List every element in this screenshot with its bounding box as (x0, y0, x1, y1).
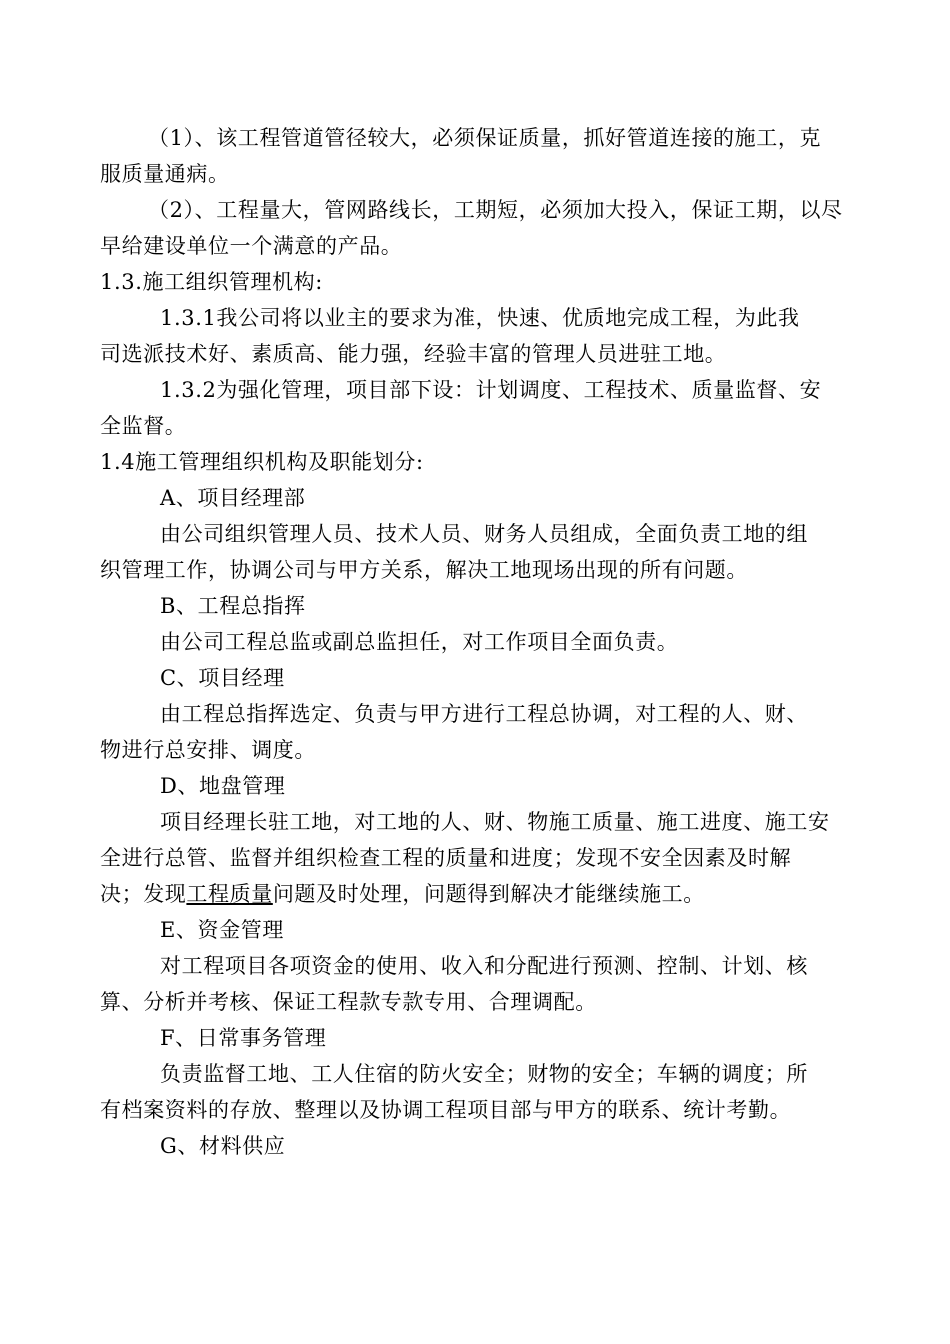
text-line: 有档案资料的存放、整理以及协调工程项目部与甲方的联系、统计考勤。 (100, 1098, 792, 1122)
text-line: 全进行总管、监督并组织检查工程的质量和进度；发现不安全因素及时解 (100, 846, 792, 870)
subsection-heading: G、材料供应 (160, 1134, 286, 1158)
text-line: 1.3.2为强化管理，项目部下设：计划调度、工程技术、质量监督、安 (160, 378, 822, 402)
subsection-heading: A、项目经理部 (160, 486, 306, 510)
subsection-heading: B、工程总指挥 (160, 594, 306, 618)
text-line: 由工程总指挥选定、负责与甲方进行工程总协调，对工程的人、财、 (160, 702, 808, 726)
text-line: 负责监督工地、工人住宿的防火安全；财物的安全；车辆的调度；所 (160, 1062, 808, 1086)
subsection-heading: D、地盘管理 (160, 774, 286, 798)
subsection-heading: C、项目经理 (160, 666, 285, 690)
text-line: 司选派技术好、素质高、能力强，经验丰富的管理人员进驻工地。 (100, 342, 727, 366)
text-line (100, 876, 852, 912)
underlined-text: 工程质量 (186, 882, 273, 906)
text-line: 算、分析并考核、保证工程款专款专用、合理调配。 (100, 990, 597, 1014)
section-heading: 1.3.施工组织管理机构: (100, 270, 323, 294)
text-line: 由公司工程总监或副总监担任，对工作项目全面负责。 (160, 630, 679, 654)
text-line: 1.3.1我公司将以业主的要求为准，快速、优质地完成工程，为此我 (160, 306, 800, 330)
text-segment: 问题及时处理，问题得到解决才能继续施工。 (272, 882, 705, 906)
text-line: （2）、工程量大，管网路线长，工期短，必须加大投入，保证工期，以尽 (148, 198, 843, 222)
text-line: 项目经理长驻工地，对工地的人、财、物施工质量、施工进度、施工安 (160, 810, 830, 834)
text-line: 全监督。 (100, 414, 187, 438)
text-line: 物进行总安排、调度。 (100, 738, 316, 762)
section-heading: 1.4施工管理组织机构及职能划分: (100, 450, 424, 474)
text-segment: 决；发现 (100, 882, 187, 906)
text-line: 由公司组织管理人员、技术人员、财务人员组成，全面负责工地的组 (160, 522, 808, 546)
subsection-heading: E、资金管理 (160, 918, 284, 942)
text-line: 对工程项目各项资金的使用、收入和分配进行预测、控制、计划、核 (160, 954, 808, 978)
text-line: （1）、该工程管道管径较大，必须保证质量，抓好管道连接的施工，克 (148, 126, 822, 150)
document-body (100, 120, 852, 1164)
subsection-heading: F、日常事务管理 (160, 1026, 327, 1050)
text-line: 服质量通病。 (100, 162, 230, 186)
text-line: 早给建设单位一个满意的产品。 (100, 234, 403, 258)
text-line: 织管理工作，协调公司与甲方关系，解决工地现场出现的所有问题。 (100, 558, 748, 582)
